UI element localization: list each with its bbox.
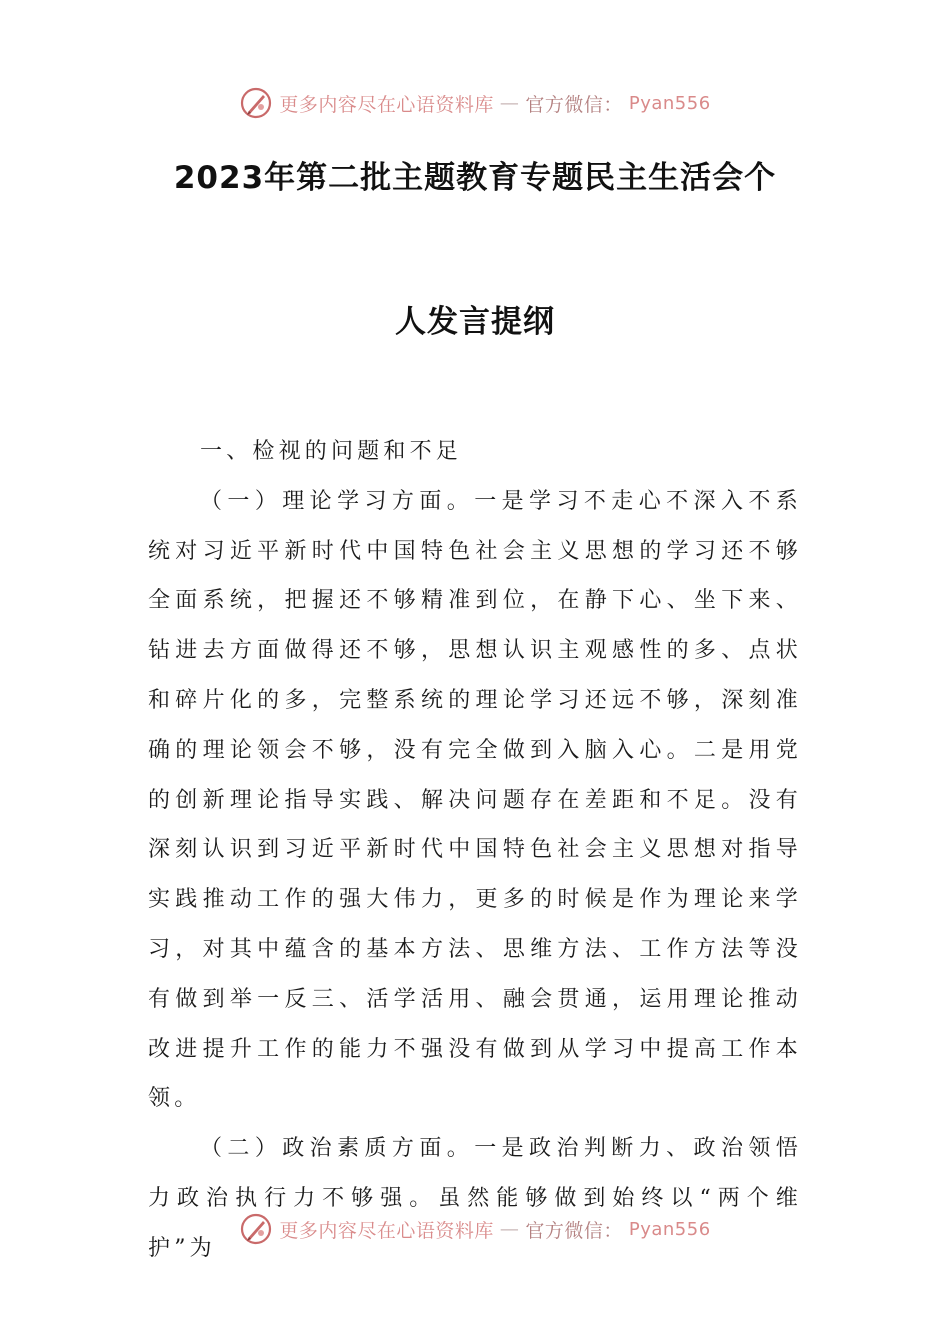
banner-wechat-id: Pyan556: [628, 1218, 711, 1240]
banner-wechat-label: 官方微信：: [525, 1219, 623, 1242]
banner-wechat-id: Pyan556: [628, 92, 711, 114]
footer-banner: [0, 1212, 950, 1246]
banner-brand-text: 更多内容尽在心语资料库: [279, 93, 494, 116]
paragraph-political-quality: （二）政治素质方面。一是政治判断力、政治领悟力政治执行力不够强。虽然能够做到始终以“两个维护”为: [148, 1136, 802, 1261]
header-banner: [0, 86, 950, 120]
document-title-line-1: 2023年第二批主题教育专题民主生活会个: [173, 160, 777, 196]
paragraph-theory-study: （一）理论学习方面。一是学习不走心不深入不系统对习近平新时代中国特色社会主义思想的学习还不够全面系统，把握还不够精准到位，在静下心、坐下来、钻进去方面做得还不够，思想认识主观感性的多、点状和碎片化的多，完整系统的理论学习还远不够，深刻准确的理论领会不够，没有完全做到入脑入心。二是用党的创新理论指导实践、解决问题存在差距和不足。没有深刻认识到习近平新时代中国特色社会主义思想对指导实践推动工作的强大伟力，更多的时候是作为理论来学习，对其中蕴含的基本方法、思维方法、工作方法等没有做到举一反三、活学活用、融会贯通，运用理论推动改进提升工作的能力不强没有做到从学习中提高工作本领。: [148, 488, 802, 1112]
banner-wechat-label: 官方微信：: [525, 93, 623, 116]
document-body: [148, 427, 802, 1274]
section-heading: 一、检视的问题和不足: [200, 439, 463, 464]
banner-dash: —: [499, 1218, 520, 1240]
banner-brand-text: 更多内容尽在心语资料库: [279, 1219, 494, 1242]
document-title-line-2: 人发言提纲: [395, 304, 555, 340]
banner-dash: —: [499, 92, 520, 114]
quill-pen-logo-icon: [239, 1212, 273, 1246]
quill-pen-logo-icon: [239, 86, 273, 120]
